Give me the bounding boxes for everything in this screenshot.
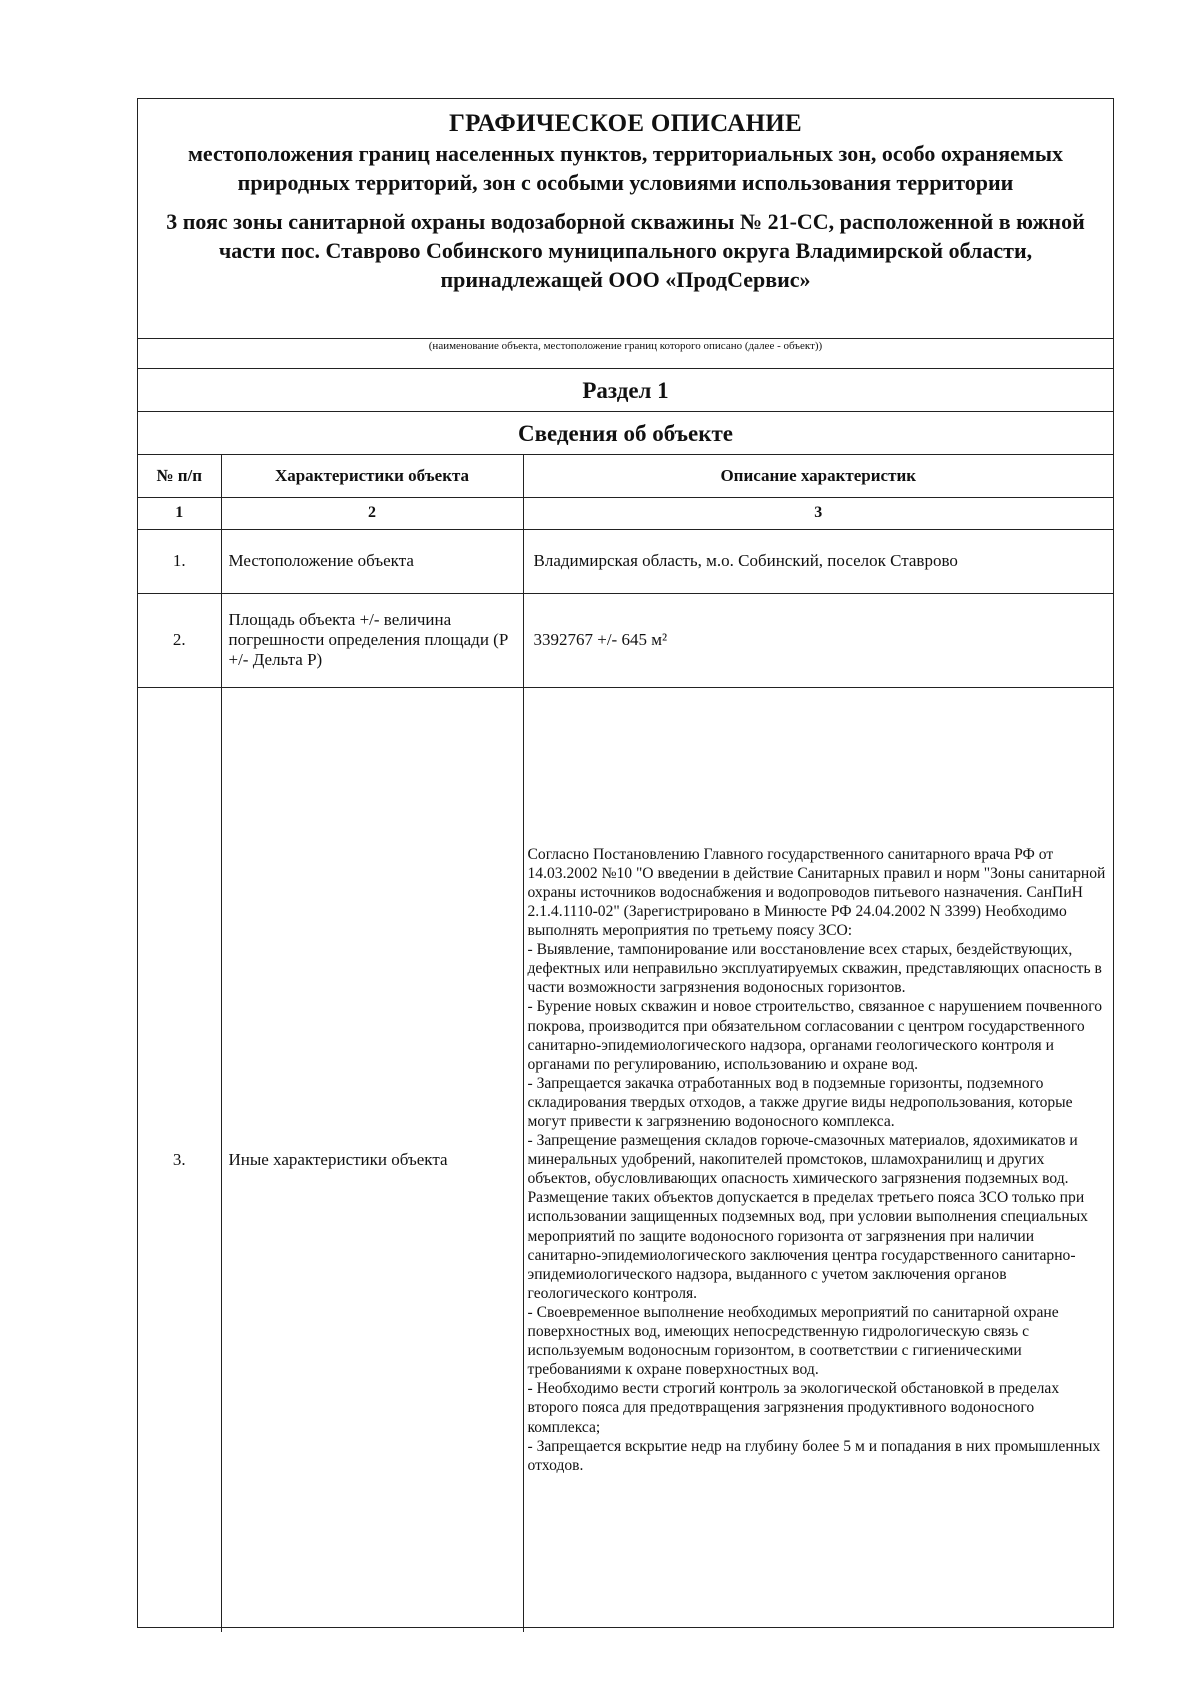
row-characteristic: Иные характеристики объекта [221,687,523,1632]
row-number: 1. [138,529,221,593]
row-description-long [523,687,1113,1632]
description-paragraph: - Необходимо вести строгий контроль за экологической обстановкой в пределах второго пояса для предотвращения загрязнения продуктивного водоносного комплекса; [527,1380,1060,1436]
description-paragraph: - Запрещение размещения складов горюче-смазочных материалов, ядохимикатов и минеральных удобрений, накопителей промстоков, шламохранилищ и других объектов, обусловливающих опасность химического загрязнения подземных вод. [527,1132,1078,1188]
header-characteristic: Характеристики объекта [221,455,523,497]
table-header-row [138,455,1113,497]
row-number: 3. [138,687,221,1632]
row-number: 2. [138,593,221,687]
block-title: Сведения об объекте [138,412,1113,455]
document-title: ГРАФИЧЕСКОЕ ОПИСАНИЕ [448,110,803,137]
description-paragraph: Размещение таких объектов допускается в пределах третьего пояса ЗСО только при использовании защищенных подземных вод, при условии выполнения специальных мероприятий по защите водоносного горизонта от загрязнения при наличии санитарно-эпидемиологического заключения центра государственного санитарно-эпидемиологического надзора, выданного с учетом заключения органов геологического контроля. [527,1189,1088,1302]
column-number: 1 [138,497,221,529]
object-info-table [138,455,1113,1632]
description-paragraph: Согласно Постановлению Главного государственного санитарного врача РФ от 14.03.2002 №10 "О введении в действие Санитарных правил и норм "Зоны санитарной охраны источников водоснабжения и водопроводов питьевого назначения. СанПиН 2.1.4.1110-02" (Зарегистрировано в Минюсте РФ 24.04.2002 N 3399) Необходимо выполнять мероприятия по третьему поясу ЗСО: [527,845,1106,940]
document-subtitle: местоположения границ населенных пунктов, территориальных зон, особо охраняемых природных территорий, зон с особыми условиями использования территории [187,141,1064,195]
description-paragraph: - Своевременное выполнение необходимых мероприятий по санитарной охране поверхностных вод, имеющих непосредственную гидрологическую связь с используемым водоносным горизонтом, в соответствии с гигиеническими требованиями к охране поверхностных вод. [527,1303,1059,1379]
row-description: Владимирская область, м.о. Собинский, поселок Ставрово [523,529,1113,593]
document-header [138,99,1113,339]
table-row [138,687,1113,1632]
description-paragraph: - Запрещается закачка отработанных вод в подземные горизонты, подземного складирования твердых отходов, а также другие виды недропользования, которые могут привести к загрязнению водоносного комплекса. [527,1074,1073,1131]
header-description: Описание характеристик [523,455,1113,497]
column-number: 2 [221,497,523,529]
description-paragraph: - Запрещается вскрытие недр на глубину более 5 м и попадания в них промышленных отходов. [527,1437,1101,1474]
section-title: Раздел 1 [138,369,1113,412]
description-paragraph: - Выявление, тампонирование или восстановление всех старых, бездействующих, дефектных или неправильно эксплуатируемых скважин, представляющих опасность в части возможности загрязнения водоносных горизонтов. [527,941,1102,997]
document-sheet [137,98,1114,1628]
object-caption: (наименование объекта, местоположение границ которого описано (далее - объект)) [138,339,1113,369]
column-number: 3 [523,497,1113,529]
description-paragraph: - Бурение новых скважин и новое строительство, связанное с нарушением почвенного покрова, производится при обязательном согласовании с центром государственного санитарно-эпидемиологического надзора, органами геологического контроля и органами по регулированию, использованию и охране вод. [527,998,1103,1073]
table-row [138,529,1113,593]
header-num: № п/п [138,455,221,497]
object-name: 3 пояс зоны санитарной охраны водозаборной скважины № 21-СС, расположенной в южной части пос. Ставрово Собинского муниципального округа Владимирской области, принадлежащей ООО «ПродСервис» [166,209,1085,292]
row-characteristic: Площадь объекта +/- величина погрешности определения площади (Р +/- Дельта Р) [221,593,523,687]
column-number-row [138,497,1113,529]
row-characteristic: Местоположение объекта [221,529,523,593]
row-description: 3392767 +/- 645 м² [523,593,1113,687]
table-row [138,593,1113,687]
